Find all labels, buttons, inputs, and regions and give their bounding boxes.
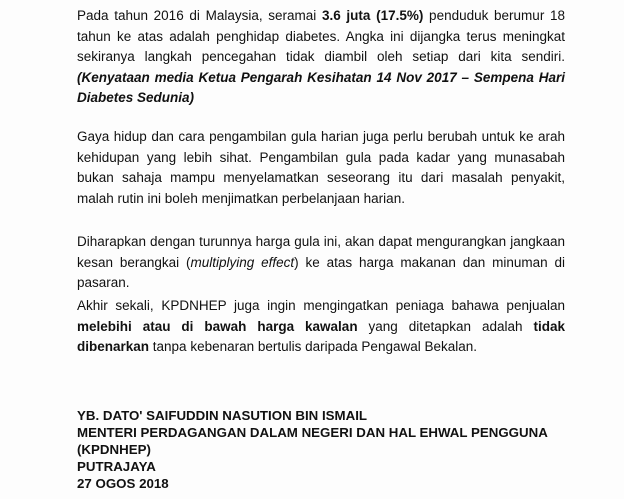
paragraph-multiplying-effect — [77, 232, 565, 294]
paragraph-text: ) ke atas harga makanan dan minuman di pasaran. — [77, 254, 565, 291]
paragraph-text: yang ditetapkan adalah — [357, 318, 534, 334]
paragraph-text: tanpa kebenaran bertulis daripada Pengawal Bekalan. — [149, 339, 478, 355]
signature-block — [77, 407, 597, 492]
paragraph-lifestyle — [77, 127, 565, 209]
paragraph-text: Gaya hidup dan cara pengambilan gula harian juga perlu berubah untuk ke arah kehidupan yang lebih sihat. Pengambilan gula pada kadar yang munasabah bukan sahaja mampu menyelamatkan seseorang itu dari masalah penyakit, malah rutin ini boleh menjimatkan perbelanjaan harian. — [77, 129, 565, 206]
bold-statistic: 3.6 juta (17.5%) — [321, 8, 424, 23]
italic-term: multiplying effect — [190, 254, 295, 270]
paragraph-text: Diharapkan dengan turunnya harga gula ini, akan dapat mengurangkan jangkaan kesan berangkai ( — [77, 234, 565, 270]
ministry-abbreviation: (KPDNHEP) — [77, 442, 151, 457]
paragraph-diabetes-statistics — [77, 6, 565, 109]
paragraph-text: penduduk berumur 18 tahun ke atas adalah penghidap diabetes. Angka ini dijangka terus meningkat sekiranya langkah pencegahan tidak diambil oleh setiap dari kita sendiri. — [77, 8, 566, 65]
signatory-name: YB. DATO' SAIFUDDIN NASUTION BIN ISMAIL — [77, 408, 368, 423]
signature-date: 27 OGOS 2018 — [77, 476, 169, 491]
paragraph-reminder — [77, 296, 565, 358]
bold-price-control: melebihi atau di bawah harga kawalan — [77, 318, 358, 334]
paragraph-text: Akhir sekali, KPDNHEP juga ingin mengingatkan peniaga bahawa penjualan — [77, 298, 565, 313]
paragraph-text: Pada tahun 2016 di Malaysia, seramai — [77, 8, 322, 23]
signatory-title: MENTERI PERDAGANGAN DALAM NEGERI DAN HAL EHWAL PENGGUNA — [77, 425, 548, 440]
citation: (Kenyataan media Ketua Pengarah Kesihatan 14 Nov 2017 – Sempena Hari Diabetes Sedunia) — [77, 69, 565, 106]
signature-place: PUTRAJAYA — [77, 459, 156, 474]
bold-not-allowed: tidak dibenarkan — [77, 318, 566, 355]
